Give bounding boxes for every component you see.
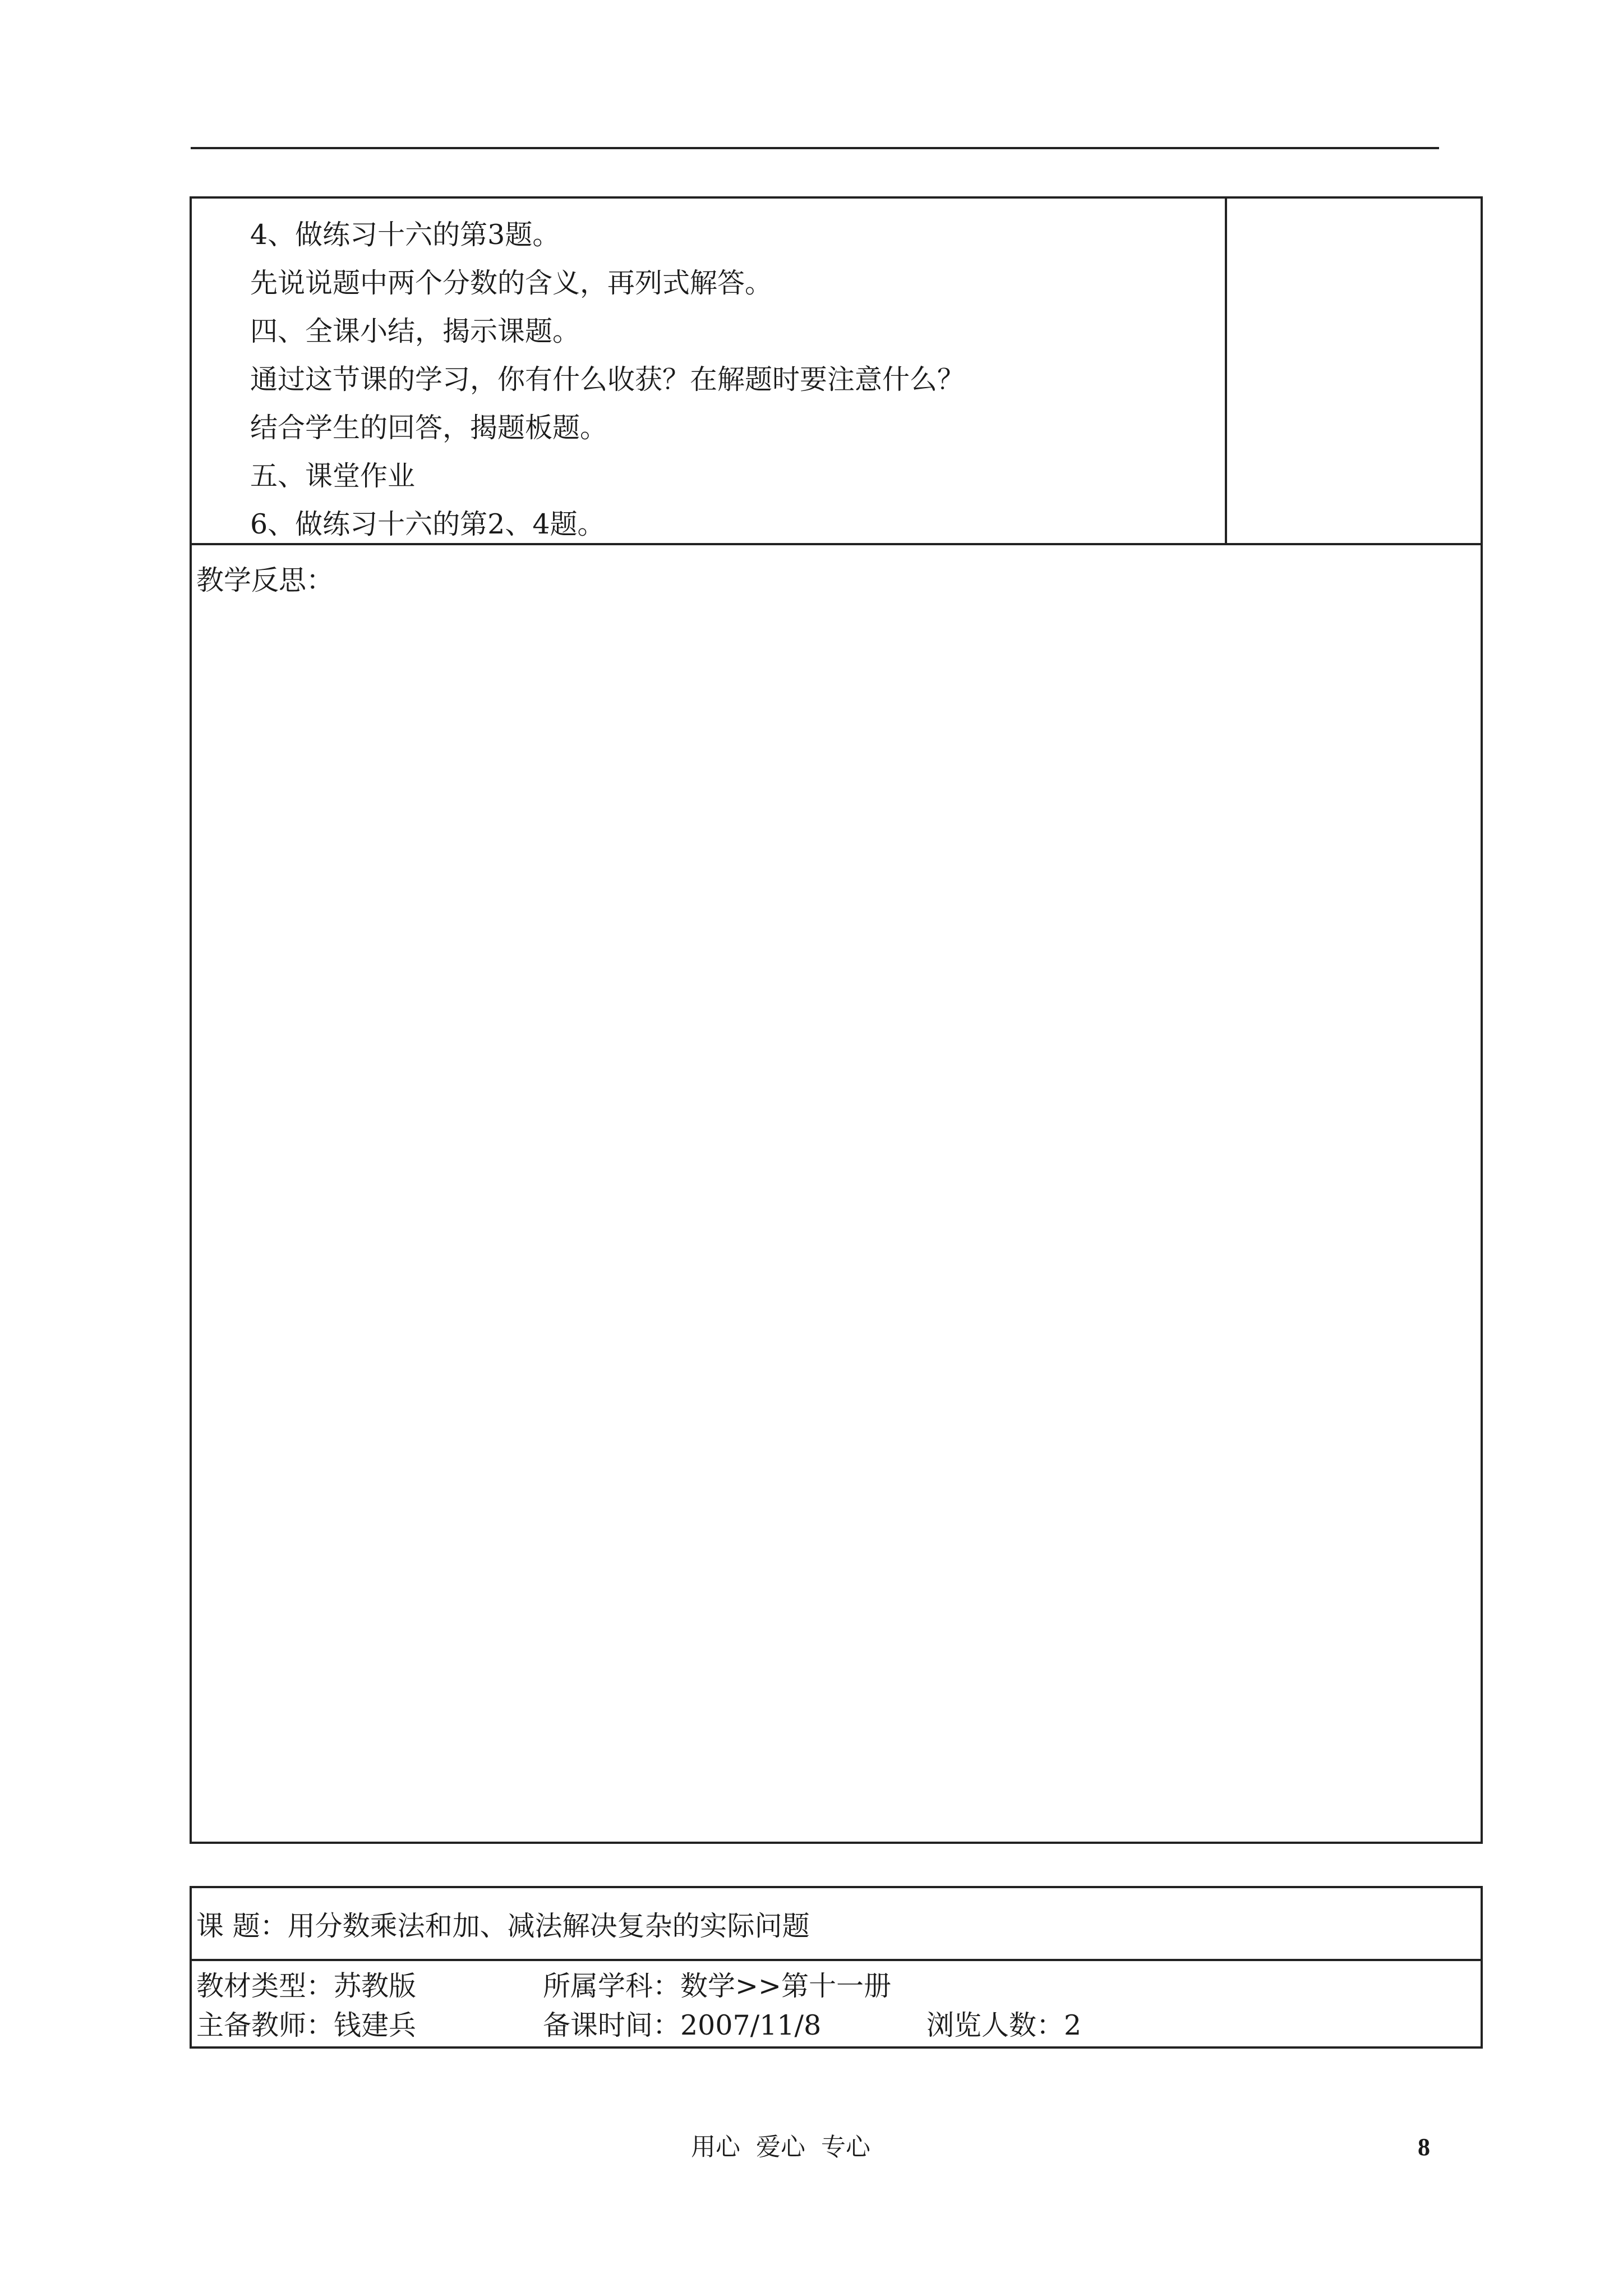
lesson-meta-row [196, 1967, 1475, 2006]
lesson-step: 五、课堂作业 [250, 460, 416, 492]
textbook-type: 教材类型：苏教版 [196, 1970, 417, 2002]
lesson-title: 课 题：用分数乘法和加、减法解决复杂的实际问题 [196, 1910, 810, 1942]
view-count: 浏览人数：2 [926, 2009, 1082, 2041]
lesson-step: 结合学生的回答，揭题板题。 [250, 412, 608, 444]
lesson-steps-row [192, 199, 1481, 545]
lead-teacher: 主备教师：钱建兵 [196, 2009, 417, 2041]
teaching-reflection-label: 教学反思： [196, 564, 334, 596]
lesson-plan-table [190, 196, 1483, 1844]
header-rule [191, 147, 1439, 149]
lesson-steps-list [250, 211, 965, 549]
lesson-step: 先说说题中两个分数的含义，再列式解答。 [250, 267, 773, 299]
prep-time: 备课时间：2007/11/8 [543, 2009, 822, 2041]
lesson-steps-cell [192, 199, 1227, 543]
lesson-step: 通过这节课的学习，你有什么收获？在解题时要注意什么？ [250, 364, 965, 395]
lesson-step: 6、做练习十六的第2、4题。 [250, 508, 605, 540]
lesson-notes-cell [1227, 199, 1481, 543]
lesson-title-row [192, 1888, 1481, 1961]
teaching-reflection-cell [192, 543, 1481, 1842]
lesson-info-table [190, 1886, 1483, 2049]
page-number: 8 [1418, 2133, 1430, 2161]
lesson-step: 四、全课小结，揭示课题。 [250, 315, 580, 347]
subject: 所属学科：数学>>第十一册 [543, 1970, 892, 2002]
footer-slogan: 用心 爱心 专心 [691, 2133, 870, 2161]
lesson-step: 4、做练习十六的第3题。 [250, 219, 560, 251]
lesson-meta-row [196, 2006, 1475, 2045]
